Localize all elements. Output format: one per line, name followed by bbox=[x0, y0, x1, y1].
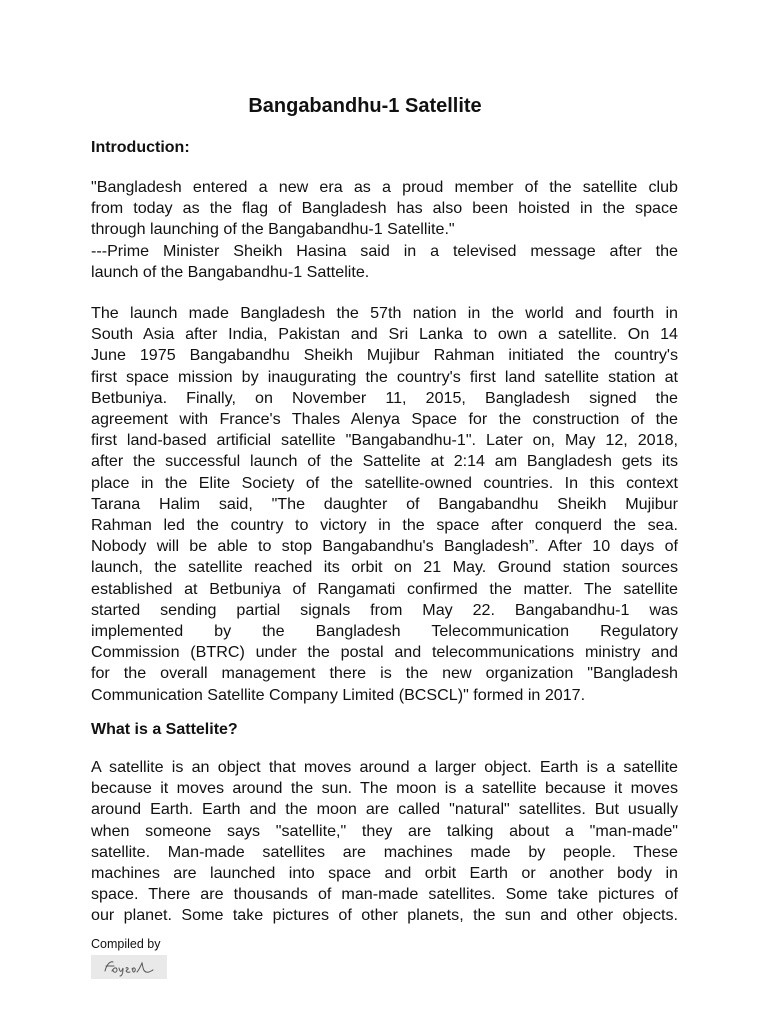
paragraph-line: Nobody will be able to stop Bangabandhu's Bangladesh”. After 10 days of bbox=[91, 537, 678, 556]
paragraph-line: Commission (BTRC) under the postal and telecommunications ministry and bbox=[91, 643, 678, 662]
paragraph-line: started sending partial signals from May 22. Bangabandhu-1 was bbox=[91, 600, 678, 619]
paragraph-line: implemented by the Bangladesh Telecommunication Regulatory bbox=[91, 622, 678, 641]
handwritten-signature-icon bbox=[91, 955, 167, 979]
paragraph-line: through launching of the Bangabandhu-1 Satellite." bbox=[91, 220, 455, 239]
paragraph-line: place in the Elite Society of the satellite-owned countries. In this context bbox=[91, 473, 678, 492]
paragraph-line: first land-based artificial satellite "Bangabandhu-1". Later on, May 12, 2018, bbox=[91, 431, 678, 450]
paragraph-line: for the overall management there is the new organization "Bangladesh bbox=[91, 664, 678, 683]
satellite-definition-paragraph bbox=[91, 757, 678, 927]
paragraph-line: because it moves around the sun. The moon is a satellite because it moves bbox=[91, 779, 678, 798]
paragraph-line: our planet. Some take pictures of other planets, the sun and other objects. bbox=[91, 906, 678, 925]
paragraph-line: from today as the flag of Bangladesh has also been hoisted in the space bbox=[91, 199, 678, 218]
paragraph-line: South Asia after India, Pakistan and Sri Lanka to own a satellite. On 14 bbox=[91, 325, 678, 344]
paragraph-line: when someone says "satellite," they are talking about a "man-made" bbox=[91, 821, 678, 840]
paragraph-line: "Bangladesh entered a new era as a proud member of the satellite club bbox=[91, 178, 678, 196]
paragraph-line: launch of the Bangabandhu-1 Sattelite. bbox=[91, 262, 370, 281]
paragraph-line: established at Betbuniya of Rangamati confirmed the matter. The satellite bbox=[91, 579, 678, 598]
paragraph-line: Tarana Halim said, "The daughter of Bangabandhu Sheikh Mujibur bbox=[91, 494, 678, 513]
paragraph-line: satellite. Man-made satellites are machines made by people. These bbox=[91, 842, 678, 861]
paragraph-line: A satellite is an object that moves around a larger object. Earth is a satellite bbox=[91, 758, 678, 776]
paragraph-line: June 1975 Bangabandhu Sheikh Mujibur Rahman initiated the country's bbox=[91, 346, 678, 365]
paragraph-line: The launch made Bangladesh the 57th nation in the world and fourth in bbox=[91, 304, 678, 322]
signature-image bbox=[91, 955, 167, 979]
introduction-heading: Introduction: bbox=[91, 139, 190, 156]
paragraph-line: agreement with France's Thales Alenya Space for the construction of the bbox=[91, 410, 678, 429]
paragraph-line: Rahman led the country to victory in the space after conquerd the sea. bbox=[91, 516, 678, 535]
paragraph-line: space. There are thousands of man-made satellites. Some take pictures of bbox=[91, 885, 678, 904]
quote-paragraph bbox=[91, 177, 678, 283]
paragraph-line: ---Prime Minister Sheikh Hasina said in a televised message after the bbox=[91, 241, 678, 260]
paragraph-line: launch, the satellite reached its orbit on 21 May. Ground station sources bbox=[91, 558, 678, 577]
paragraph-line: machines are launched into space and orbit Earth or another body in bbox=[91, 864, 678, 883]
footer bbox=[91, 936, 167, 979]
compiled-by-label: Compiled by bbox=[91, 937, 161, 951]
paragraph-line: first space mission by inaugurating the country's first land satellite station at bbox=[91, 367, 678, 386]
paragraph-line: after the successful launch of the Sattelite at 2:14 am Bangladesh gets its bbox=[91, 452, 678, 471]
paragraph-line: Communication Satellite Company Limited (BCSCL)" formed in 2017. bbox=[91, 685, 586, 704]
paragraph-line: Betbuniya. Finally, on November 11, 2015, Bangladesh signed the bbox=[91, 388, 678, 407]
launch-paragraph bbox=[91, 303, 678, 706]
paragraph-line: around Earth. Earth and the moon are called "natural" satellites. But usually bbox=[91, 800, 678, 819]
document-title: Bangabandhu-1 Satellite bbox=[248, 95, 482, 117]
what-is-satellite-heading: What is a Sattelite? bbox=[91, 721, 238, 738]
